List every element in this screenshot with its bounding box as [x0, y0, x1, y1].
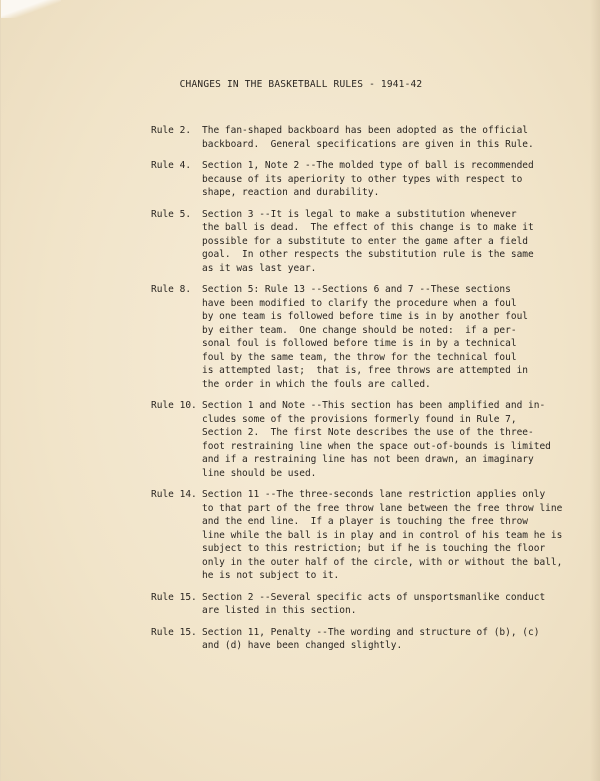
rule-entry	[151, 283, 571, 391]
rule-text-line: Section 2 --Several specific acts of unsportsmanlike conduct	[202, 591, 546, 603]
rule-text-line: cludes some of the provisions formerly found in Rule 7,	[202, 413, 517, 425]
torn-corner	[1, 0, 61, 18]
rule-text	[202, 399, 571, 480]
rule-entry	[151, 488, 571, 583]
rule-text-line: sonal foul is followed before time is in by a technical	[202, 338, 517, 349]
rule-text	[202, 488, 571, 583]
rule-text-line: is attempted last; that is, free throws are attempted in	[202, 365, 529, 376]
rule-text-line: because of its aperiority to other types with respect to	[202, 173, 523, 185]
rule-label: Rule 14.	[151, 489, 197, 500]
rule-text-line: Section 11, Penalty --The wording and structure of (b), (c)	[202, 626, 540, 638]
rule-text-line: the ball is dead. The effect of this change is to make it	[202, 222, 534, 233]
rule-entry	[151, 399, 571, 480]
rule-text-line: and if a restraining line has not been drawn, an imaginary	[202, 454, 534, 465]
rule-text-line: The fan-shaped backboard has been adopted as the official	[202, 125, 529, 136]
rule-text-line: by one team is followed before time is in by another foul	[202, 311, 529, 322]
rule-text-line: Section 1, Note 2 --The molded type of ball is recommended	[202, 160, 534, 171]
rule-label: Rule 2.	[151, 125, 192, 136]
rule-label: Rule 15.	[151, 626, 197, 638]
rule-text-line: Section 5: Rule 13 --Sections 6 and 7 --These sections	[202, 284, 511, 295]
rule-label: Rule 10.	[151, 400, 197, 411]
rule-text	[202, 208, 571, 276]
rule-text-line: Section 2. The first Note describes the use of the three-	[202, 427, 534, 438]
rule-label: Rule 5.	[151, 208, 192, 220]
rule-text-line: have been modified to clarify the procedure when a foul	[202, 297, 517, 309]
rule-text-line: the order in which the fouls are called.	[202, 378, 431, 390]
rule-text-line: are listed in this section.	[202, 605, 357, 616]
rule-text-line: he is not subject to it.	[202, 570, 340, 581]
rule-text-line: Section 11 --The three-seconds lane restriction applies only	[202, 489, 546, 500]
rule-text	[202, 159, 571, 200]
rule-text	[202, 283, 571, 391]
rule-text-line: as it was last year.	[202, 262, 317, 274]
rules-list	[151, 124, 571, 661]
rule-entry	[151, 124, 571, 151]
rule-text-line: to that part of the free throw lane between the free throw line	[202, 502, 563, 514]
rule-text-line: and the end line. If a player is touching the free throw	[202, 516, 529, 527]
rule-text-line: Section 3 --It is legal to make a substitution whenever	[202, 208, 517, 220]
rule-text-line: foot restraining line when the space out-of-bounds is limited	[202, 440, 551, 452]
rule-entry	[151, 208, 571, 276]
rule-text-line: Section 1 and Note --This section has been amplified and in-	[202, 400, 546, 411]
rule-text-line: shape, reaction and durability.	[202, 187, 380, 198]
rule-text-line: possible for a substitute to enter the game after a field	[202, 235, 529, 247]
rule-text-line: backboard. General specifications are given in this Rule.	[202, 138, 534, 150]
rule-entry	[151, 591, 571, 618]
rule-text-line: foul by the same team, the throw for the technical foul	[202, 351, 517, 363]
rule-entry	[151, 159, 571, 200]
rule-text-line: and (d) have been changed slightly.	[202, 640, 403, 651]
page-edge-shadow	[590, 0, 600, 781]
rule-text	[202, 626, 571, 653]
rule-text-line: only in the outer half of the circle, with or without the ball,	[202, 556, 563, 568]
rule-text	[202, 591, 571, 618]
rule-label: Rule 15.	[151, 591, 197, 603]
rule-text-line: line should be used.	[202, 467, 317, 479]
rule-text-line: by either team. One change should be noted: if a per-	[202, 324, 517, 336]
rule-text	[202, 124, 571, 151]
rule-label: Rule 4.	[151, 160, 192, 171]
rule-text-line: line while the ball is in play and in control of his team he is	[202, 529, 563, 541]
rule-text-line: goal. In other respects the substitution rule is the same	[202, 249, 534, 260]
page-title: CHANGES IN THE BASKETBALL RULES - 1941-42	[179, 79, 423, 90]
rule-text-line: subject to this restriction; but if he is touching the floor	[202, 543, 546, 554]
rule-entry	[151, 626, 571, 653]
rule-label: Rule 8.	[151, 284, 192, 295]
